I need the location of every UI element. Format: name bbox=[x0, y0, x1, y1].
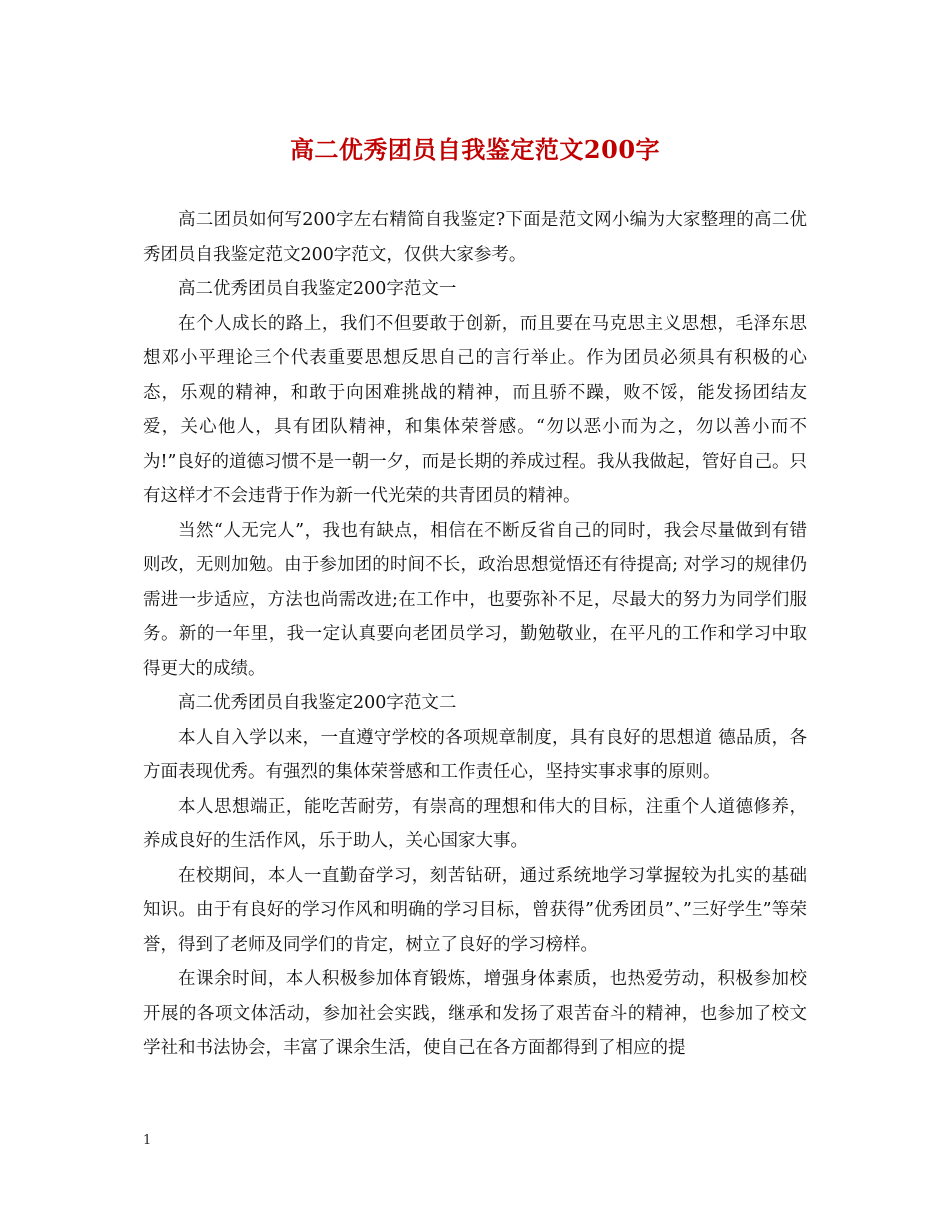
intro-paragraph: 高二团员如何写200字左右精简自我鉴定?下面是范文网小编为大家整理的高二优秀团员自我鉴定范文200字范文，仅供大家参考。 bbox=[143, 210, 807, 265]
section-heading-1: 高二优秀团员自我鉴定200字范文一 bbox=[178, 279, 457, 299]
document-body bbox=[143, 203, 807, 1066]
paragraph-1: 在个人成长的路上，我们不但要敢于创新，而且要在马克思主义思想，毛泽东思想邓小平理论三个代表重要思想反思自己的言行举止。作为团员必须具有积极的心态，乐观的精神，和敢于向困难挑战的精神，而且骄不躁，败不馁，能发扬团结友爱，关心他人，具有团队精神，和集体荣誉感。“勿以恶小而为之，勿以善小而不为!”良好的道德习惯不是一朝一夕，而是长期的养成过程。我从我做起，管好自己。只有这样才不会违背于作为新一代光荣的共青团员的精神。 bbox=[143, 313, 807, 506]
paragraph-4: 本人思想端正，能吃苦耐劳，有崇高的理想和伟大的目标，注重个人道德修养，养成良好的生活作风，乐于助人，关心国家大事。 bbox=[143, 796, 807, 851]
section-heading-2: 高二优秀团员自我鉴定200字范文二 bbox=[178, 693, 457, 713]
paragraph-6: 在课余时间，本人积极参加体育锻炼，增强身体素质，也热爱劳动，积极参加校开展的各项文体活动，参加社会实践，继承和发扬了艰苦奋斗的精神，也参加了校文学社和书法协会，丰富了课余生活，使自己在各方面都得到了相应的提 bbox=[143, 969, 807, 1058]
document-title: 高二优秀团员自我鉴定范文200字 bbox=[289, 135, 661, 164]
paragraph-3: 本人自入学以来，一直遵守学校的各项规章制度，具有良好的思想道 德品质，各方面表现优秀。有强烈的集体荣誉感和工作责任心，坚持实事求事的原则。 bbox=[143, 727, 807, 782]
page-number: 1 bbox=[143, 1133, 152, 1148]
paragraph-2: 当然“人无完人”，我也有缺点，相信在不断反省自己的同时，我会尽量做到有错则改，无则加勉。由于参加团的时间不长，政治思想觉悟还有待提高; 对学习的规律仍需进一步适应，方法也尚需改进;在工作中，也要弥补不足，尽最大的努力为同学们服务。新的一年里，我一定认真要向老团员学习，勤勉敬业，在平凡的工作和学习中取得更大的成绩。 bbox=[143, 520, 807, 679]
paragraph-5: 在校期间，本人一直勤奋学习，刻苦钻研，通过系统地学习掌握较为扎实的基础知识。由于有良好的学习作风和明确的学习目标，曾获得”优秀团员”、”三好学生”等荣誉，得到了老师及同学们的肯定，树立了良好的学习榜样。 bbox=[143, 865, 807, 955]
